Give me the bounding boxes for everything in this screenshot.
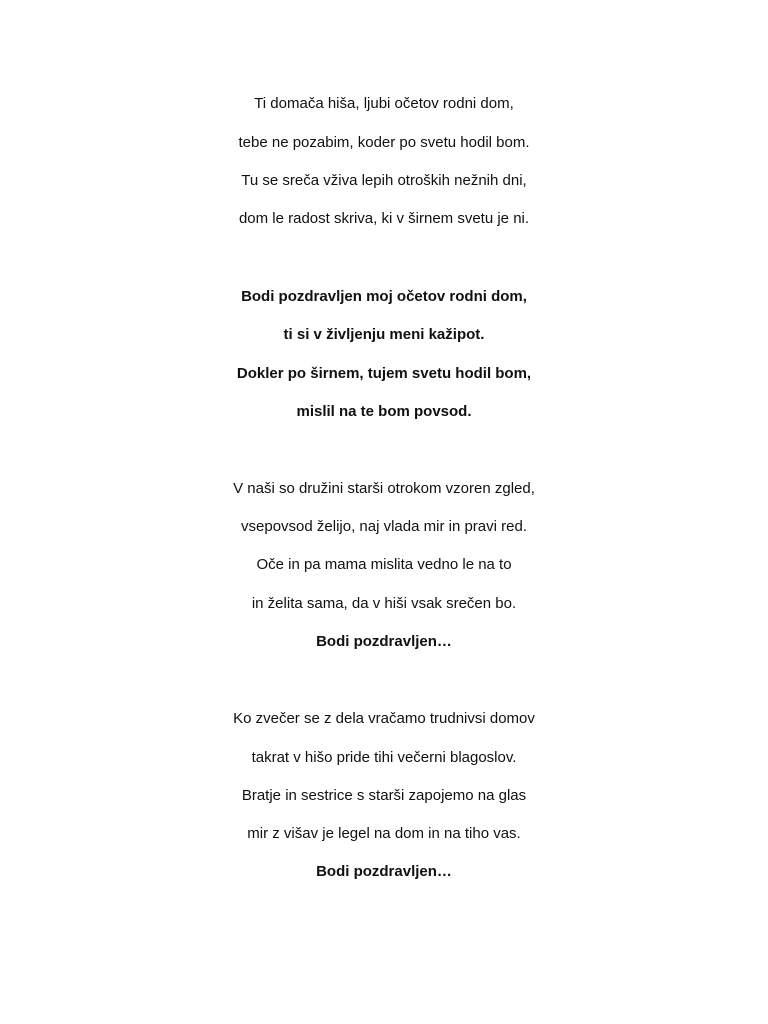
stanza1-line-3: Tu se sreča vživa lepih otroških nežnih dni, bbox=[241, 172, 527, 189]
stanza2-line-4: in želita sama, da v hiši vsak srečen bo. bbox=[251, 595, 517, 612]
stanza3-line-2: takrat v hišo pride tihi večerni blagoslov. bbox=[251, 749, 517, 766]
refrain-line-2: ti si v življenju meni kažipot. bbox=[283, 326, 485, 343]
refrain-line-4: mislil na te bom povsod. bbox=[296, 403, 472, 420]
stanza2-line-1: V naši so družini starši otrokom vzoren zgled, bbox=[233, 480, 535, 497]
stanza1-line-2: tebe ne pozabim, koder po svetu hodil bom. bbox=[238, 134, 530, 151]
stanza2-line-3: Oče in pa mama mislita vedno le na to bbox=[256, 556, 512, 573]
stanza2-line-2: vsepovsod želijo, naj vlada mir in pravi red. bbox=[241, 518, 527, 535]
refrain-short-2: Bodi pozdravljen… bbox=[316, 863, 452, 880]
refrain-line-3: Dokler po širnem, tujem svetu hodil bom, bbox=[236, 365, 532, 382]
stanza1-line-4: dom le radost skriva, ki v širnem svetu je ni. bbox=[238, 210, 530, 227]
stanza1-line-1: Ti domača hiša, ljubi očetov rodni dom, bbox=[254, 95, 514, 112]
stanza3-line-4: mir z višav je legel na dom in na tiho vas. bbox=[247, 825, 521, 842]
refrain-line-1: Bodi pozdravljen moj očetov rodni dom, bbox=[241, 288, 527, 305]
stanza3-line-3: Bratje in sestrice s starši zapojemo na glas bbox=[241, 787, 527, 804]
stanza3-line-1: Ko zvečer se z dela vračamo trudnivsi domov bbox=[233, 710, 535, 727]
refrain-short-1: Bodi pozdravljen… bbox=[316, 633, 452, 650]
